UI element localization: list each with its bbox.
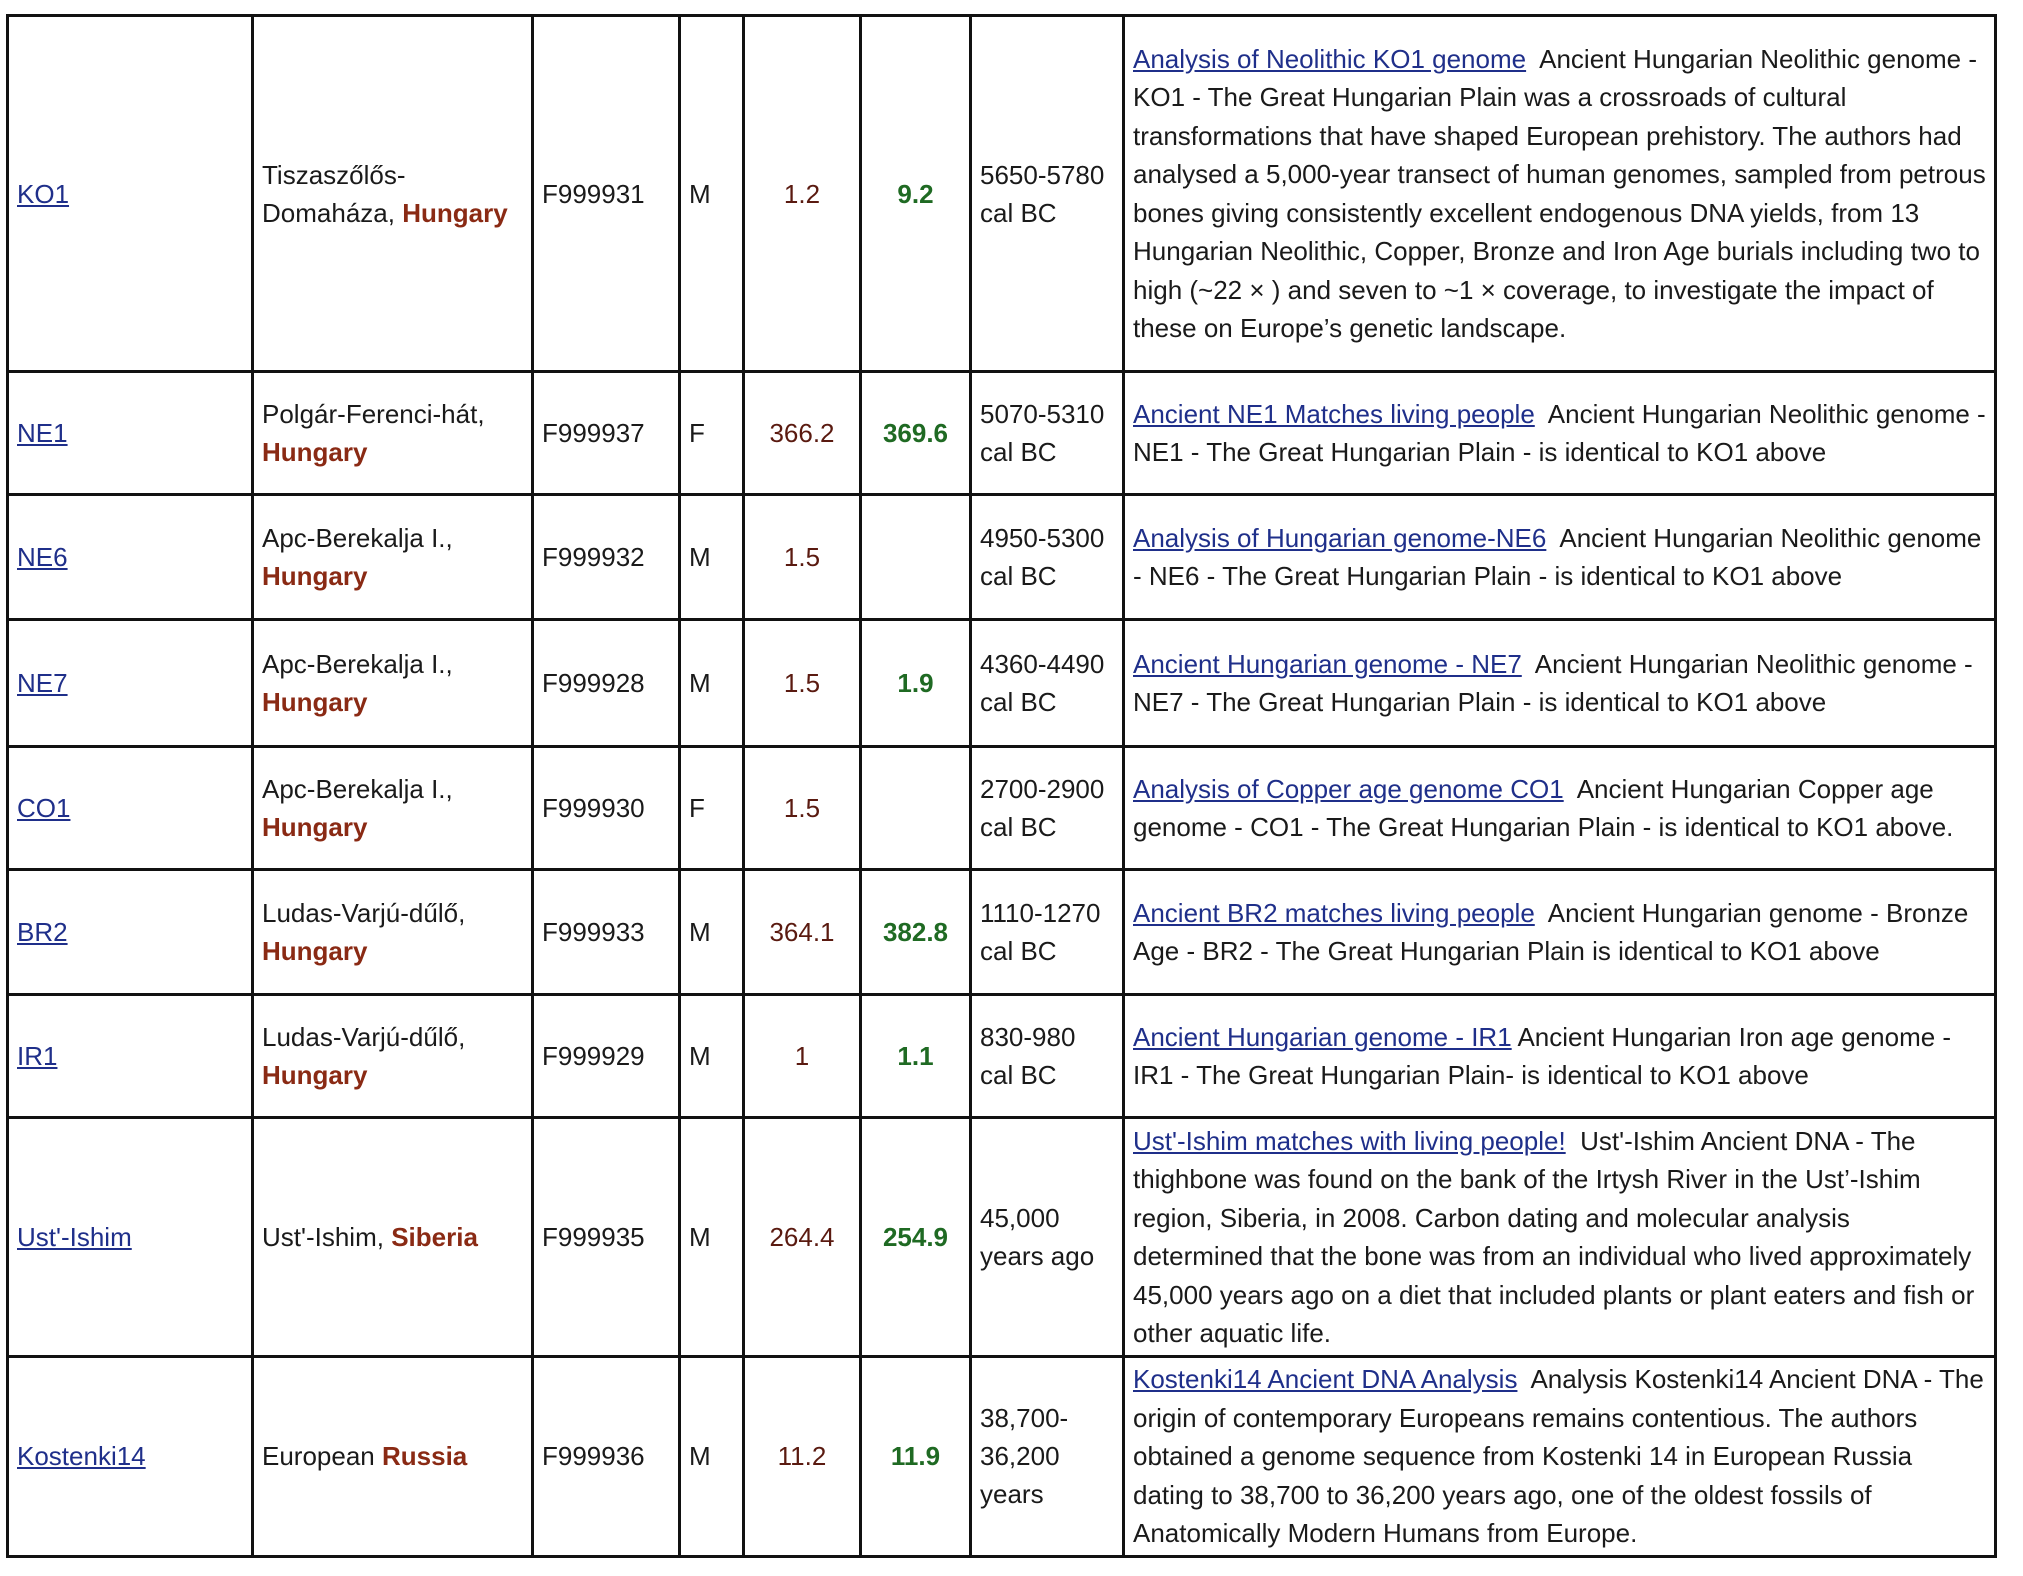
description-cell (1124, 1357, 1996, 1557)
description-cell (1124, 1118, 1996, 1357)
date-cell: 5070-5310 cal BC (971, 372, 1124, 495)
description-cell (1124, 620, 1996, 747)
date-cell: 830-980 cal BC (971, 995, 1124, 1118)
country-name: Hungary (262, 561, 368, 591)
location-cell (253, 870, 533, 995)
sample-id-link[interactable]: NE7 (17, 668, 68, 698)
analysis-link[interactable]: Ancient BR2 matches living people (1133, 897, 1535, 928)
value-two: 1.1 (861, 995, 971, 1118)
site-name: Ludas-Varjú-dűlő, (262, 1022, 466, 1052)
kit-number: F999928 (533, 620, 680, 747)
sample-id-link[interactable]: NE1 (17, 418, 68, 448)
sample-id-cell (8, 1357, 253, 1557)
value-two: 11.9 (861, 1357, 971, 1557)
sex-cell: M (680, 870, 744, 995)
country-name: Siberia (391, 1222, 478, 1252)
value-one: 1.2 (744, 16, 861, 372)
date-cell: 38,700-36,200 years (971, 1357, 1124, 1557)
country-name: Russia (382, 1441, 468, 1472)
description-text: Ancient Hungarian Neolithic genome - NE6 - The Great Hungarian Plain - is identical to KO1 above (1133, 522, 1982, 591)
value-one: 366.2 (744, 372, 861, 495)
analysis-link[interactable]: Ancient Hungarian genome - NE7 (1133, 648, 1522, 679)
site-name: Apc-Berekalja I., (262, 523, 453, 553)
value-one: 1.5 (744, 620, 861, 747)
sex-cell: M (680, 1357, 744, 1557)
sample-id-link[interactable]: BR2 (17, 917, 68, 947)
table-row (8, 16, 1996, 372)
location-cell (253, 747, 533, 870)
table-row (8, 870, 1996, 995)
date-cell: 4360-4490 cal BC (971, 620, 1124, 747)
location-cell (253, 1118, 533, 1357)
sample-id-link[interactable]: CO1 (17, 793, 71, 823)
table-row (8, 495, 1996, 620)
location-cell (253, 620, 533, 747)
value-two: 9.2 (861, 16, 971, 372)
value-one: 264.4 (744, 1118, 861, 1357)
value-one: 1 (744, 995, 861, 1118)
value-one: 1.5 (744, 495, 861, 620)
location-cell (253, 1357, 533, 1557)
analysis-link[interactable]: Analysis of Copper age genome CO1 (1133, 773, 1564, 804)
value-two: 382.8 (861, 870, 971, 995)
analysis-link[interactable]: Ancient NE1 Matches living people (1133, 398, 1535, 429)
value-one: 1.5 (744, 747, 861, 870)
value-one: 364.1 (744, 870, 861, 995)
location-cell (253, 372, 533, 495)
table-row (8, 372, 1996, 495)
sample-id-cell (8, 620, 253, 747)
description-text: Ust'-Ishim Ancient DNA - The thighbone was found on the bank of the Irtysh River in the Ust’-Ishim region, Siberia, in 2008. Carbon dating and molecular analysis determined that the bone was from an individual who lived approximately 45,000 years ago on a diet that included plants or plant eaters and fish or other aquatic life. (1133, 1125, 1975, 1348)
description-cell (1124, 995, 1996, 1118)
sex-cell: M (680, 995, 744, 1118)
sex-cell: M (680, 1118, 744, 1357)
kit-number: F999933 (533, 870, 680, 995)
description-text: Ancient Hungarian Copper age genome - CO1 - The Great Hungarian Plain - is identical to KO1 above. (1133, 773, 1954, 842)
site-name: Apc-Berekalja I., (262, 649, 453, 679)
table-row (8, 620, 1996, 747)
kit-number: F999929 (533, 995, 680, 1118)
table-row (8, 747, 1996, 870)
analysis-link[interactable]: Ust'-Ishim matches with living people! (1133, 1125, 1566, 1156)
site-name: Ust'-Ishim, (262, 1222, 384, 1252)
description-text: Ancient Hungarian Iron age genome - IR1 - The Great Hungarian Plain- is identical to KO1 above (1133, 1021, 1952, 1090)
sample-id-cell (8, 870, 253, 995)
sample-id-cell (8, 995, 253, 1118)
value-two (861, 495, 971, 620)
kit-number: F999936 (533, 1357, 680, 1557)
country-name: Hungary (402, 197, 508, 228)
sample-id-cell (8, 1118, 253, 1357)
value-two (861, 747, 971, 870)
date-cell: 2700-2900 cal BC (971, 747, 1124, 870)
site-name: Ludas-Varjú-dűlő, (262, 898, 466, 928)
kit-number: F999937 (533, 372, 680, 495)
description-cell (1124, 372, 1996, 495)
description-cell (1124, 16, 1996, 372)
country-name: Hungary (262, 687, 368, 717)
genome-table-sheet (6, 14, 1994, 1558)
sex-cell: M (680, 16, 744, 372)
description-text: Analysis Kostenki14 Ancient DNA - The origin of contemporary Europeans remains contentious. The authors obtained a genome sequence from Kostenki 14 in European Russia dating to 38,700 to 36,200 years ago, one of the oldest fossils of Anatomically Modern Humans from Europe. (1133, 1364, 1984, 1548)
kit-number: F999930 (533, 747, 680, 870)
sample-id-link[interactable]: IR1 (17, 1041, 58, 1071)
ancient-genome-table (6, 14, 1997, 1558)
description-text: Ancient Hungarian Neolithic genome - NE7 - The Great Hungarian Plain - is identical to KO1 above (1133, 648, 1973, 717)
description-cell (1124, 495, 1996, 620)
site-name: Tiszaszőlős-Domaháza, (262, 159, 406, 228)
kit-number: F999931 (533, 16, 680, 372)
date-cell: 1110-1270 cal BC (971, 870, 1124, 995)
table-row (8, 1357, 1996, 1557)
analysis-link[interactable]: Analysis of Neolithic KO1 genome (1133, 43, 1527, 74)
sample-id-link[interactable]: Ust'-Ishim (17, 1222, 132, 1252)
value-two: 369.6 (861, 372, 971, 495)
description-cell (1124, 747, 1996, 870)
value-two: 254.9 (861, 1118, 971, 1357)
sample-id-link[interactable]: KO1 (17, 178, 70, 209)
date-cell: 4950-5300 cal BC (971, 495, 1124, 620)
sample-id-link[interactable]: NE6 (17, 542, 68, 572)
sample-id-cell (8, 16, 253, 372)
location-cell (253, 995, 533, 1118)
description-cell (1124, 870, 1996, 995)
analysis-link[interactable]: Ancient Hungarian genome - IR1 (1133, 1021, 1512, 1052)
sample-id-link[interactable]: Kostenki14 (17, 1441, 146, 1472)
value-two: 1.9 (861, 620, 971, 747)
date-cell: 5650-5780 cal BC (971, 16, 1124, 372)
sample-id-cell (8, 495, 253, 620)
description-text: Ancient Hungarian Neolithic genome - NE1 - The Great Hungarian Plain - is identical to KO1 above (1133, 398, 1986, 467)
analysis-link[interactable]: Analysis of Hungarian genome-NE6 (1133, 522, 1547, 553)
kit-number: F999932 (533, 495, 680, 620)
sex-cell: F (680, 372, 744, 495)
description-text: Ancient Hungarian genome - Bronze Age - BR2 - The Great Hungarian Plain is identical to KO1 above (1133, 897, 1969, 966)
description-text: Ancient Hungarian Neolithic genome - KO1 - The Great Hungarian Plain was a crossroads of cultural transformations that have shaped European prehistory. The authors had analysed a 5,000-year transect of human genomes, sampled from petrous bones giving consistently excellent endogenous DNA yields, from 13 Hungarian Neolithic, Copper, Bronze and Iron Age burials including two to high (~22 × ) and seven to ~1 × coverage, to investigate the impact of these on Europe’s genetic landscape. (1133, 43, 1986, 343)
analysis-link[interactable]: Kostenki14 Ancient DNA Analysis (1133, 1364, 1518, 1394)
country-name: Hungary (262, 812, 368, 842)
location-cell (253, 495, 533, 620)
sex-cell: M (680, 495, 744, 620)
country-name: Hungary (262, 936, 368, 966)
sex-cell: M (680, 620, 744, 747)
sex-cell: F (680, 747, 744, 870)
site-name: Polgár-Ferenci-hát, (262, 399, 485, 429)
location-cell (253, 16, 533, 372)
country-name: Hungary (262, 437, 368, 467)
sample-id-cell (8, 747, 253, 870)
site-name: Apc-Berekalja I., (262, 774, 453, 804)
country-name: Hungary (262, 1060, 368, 1090)
table-row (8, 995, 1996, 1118)
value-one: 11.2 (744, 1357, 861, 1557)
table-row (8, 1118, 1996, 1357)
site-name: European (262, 1441, 375, 1472)
sample-id-cell (8, 372, 253, 495)
kit-number: F999935 (533, 1118, 680, 1357)
date-cell: 45,000 years ago (971, 1118, 1124, 1357)
